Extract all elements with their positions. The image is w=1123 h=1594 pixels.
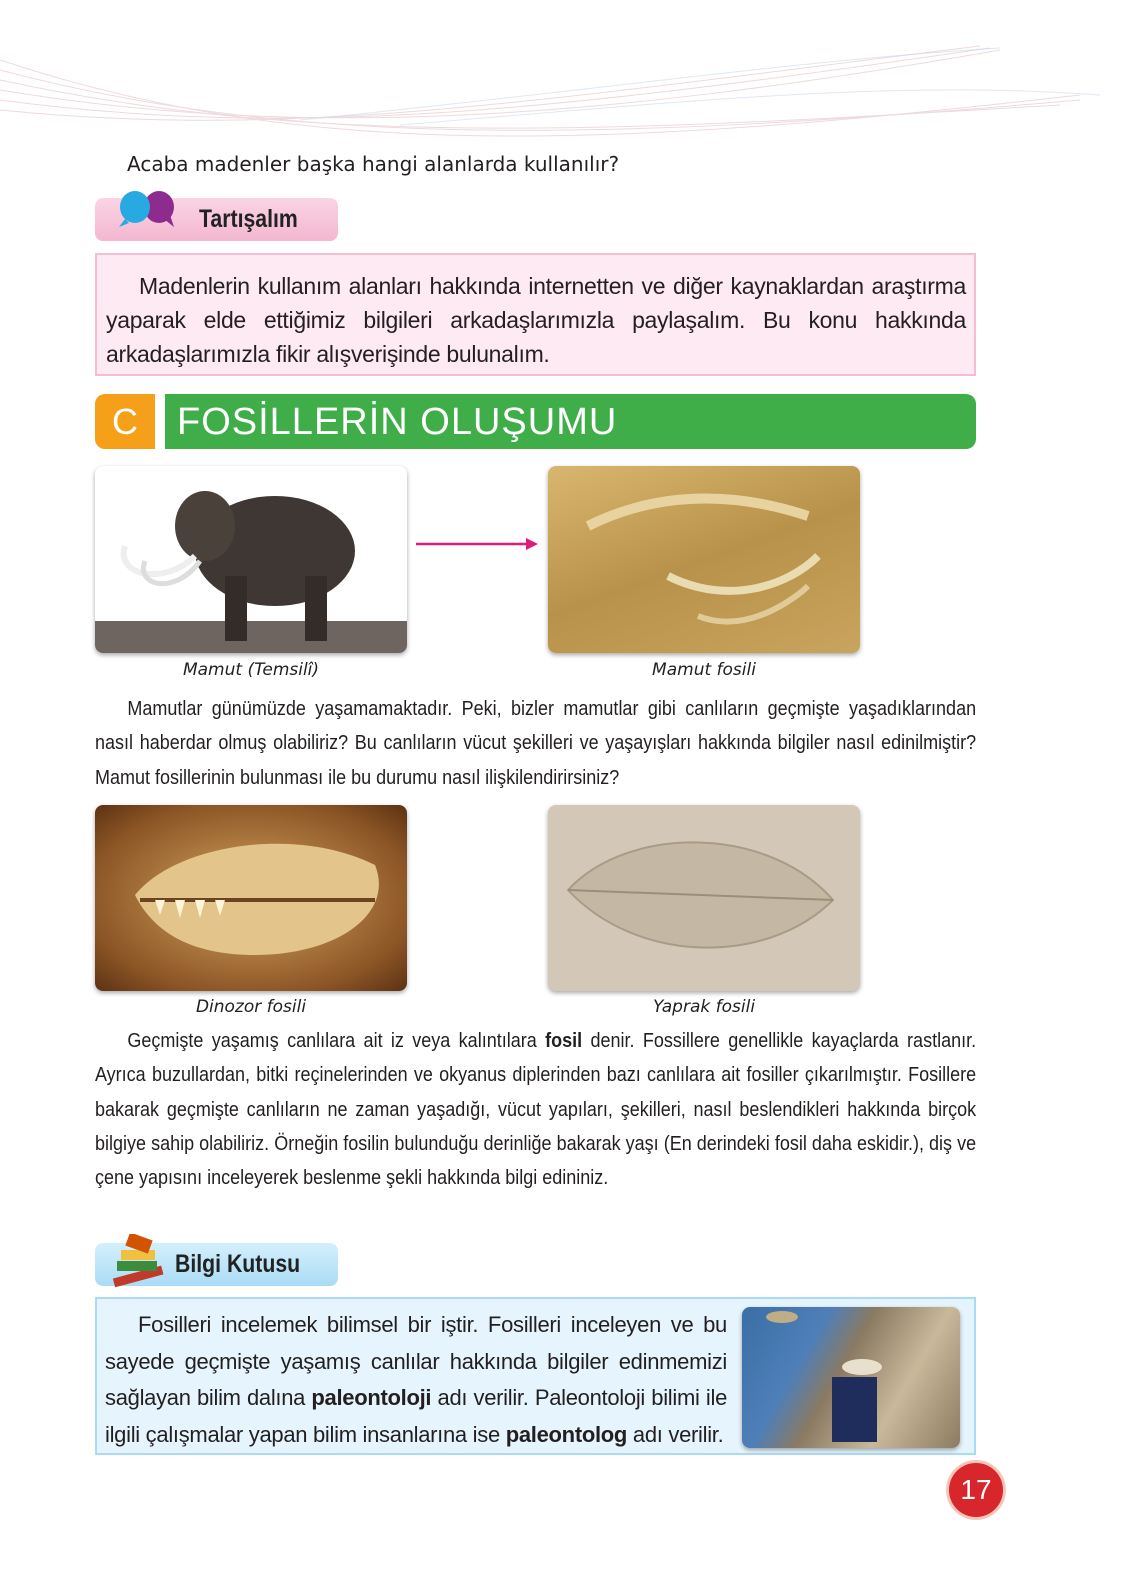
caption-leaf-fossil: Yaprak fosili bbox=[652, 997, 756, 1017]
speech-bubbles-icon bbox=[109, 191, 199, 235]
discuss-title: Tartışalım bbox=[199, 205, 298, 233]
paragraph-mammoth: Mamutlar günümüzde yaşamamaktadır. Peki, bizler mamutlar gibi canlıların geçmişte yaşadıklarından nasıl haberdar olmuş olabiliriz? Bu canlıların vücut şekilleri ve yaşayışları hakkında bilgiler nasıl edinilmiştir? Mamut fosillerinin bulunması ile bu durumu nasıl ilişkilendirirsiniz? bbox=[95, 698, 977, 789]
section-letter: C bbox=[95, 394, 155, 449]
header-wave-decoration bbox=[0, 0, 1123, 150]
page-number: 17 bbox=[949, 1463, 1003, 1517]
term-paleontolog: paleontolog bbox=[505, 1421, 628, 1447]
text: Fosilleri incelemek bilimsel bir iştir. Fosilleri inceleyen ve bu sayede geçmişte yaşamış canlılar hakkında bilgiler edinmemizi sağlayan bilim dalına bbox=[105, 1312, 727, 1410]
leaf-fossil-image bbox=[548, 805, 860, 991]
paleontologists-photo bbox=[742, 1307, 960, 1448]
section-title: FOSİLLERİN OLUŞUMU bbox=[165, 394, 976, 449]
info-text bbox=[105, 1307, 727, 1453]
text: denir. Fossillere genellikle kayaçlarda rastlanır. Ayrıca buzullardan, bitki reçinelerinden ve okyanus diplerinden bazı canlılara ait fosiller çıkarılmıştır. Fosillere bakarak geçmişte canlıların ne zaman yaşadığı, vücut yapıları, şekilleri, nasıl beslendikleri hakkında birçok bilgiye sahip olabiliriz. Örneğin fosilin bulunduğu derinliğe bakarak yaşı (En derindeki fosil daha eskidir.), diş ve çene yapısını inceleyerek beslenme şekli hakkında bilgi edininiz. bbox=[95, 1030, 977, 1190]
section-header bbox=[95, 394, 976, 449]
discuss-text: Madenlerin kullanım alanları hakkında internetten ve diğer kaynaklardan araştırma yaparak elde ettiğimiz bilgileri arkadaşlarımızla paylaşalım. Bu konu hakkında arkadaşlarımızla fikir alışverişinde bulunalım. bbox=[106, 273, 966, 367]
term-paleontoloji: paleontoloji bbox=[311, 1385, 432, 1410]
dinosaur-fossil-image bbox=[95, 805, 407, 991]
caption-mammoth-fossil: Mamut fosili bbox=[652, 660, 756, 680]
term-fosil: fosil bbox=[545, 1030, 583, 1052]
text: adı verilir. Paleontoloji bilimi ile ilgili çalışmalar yapan bilim insanlarına ise bbox=[105, 1385, 727, 1447]
discuss-tab bbox=[95, 198, 338, 241]
question-text: Acaba madenler başka hangi alanlarda kullanılır? bbox=[127, 152, 620, 176]
mammoth-image bbox=[95, 466, 407, 653]
discuss-box bbox=[95, 253, 976, 376]
info-box-tab bbox=[95, 1243, 338, 1286]
caption-dinosaur-fossil: Dinozor fosili bbox=[195, 997, 307, 1017]
books-icon bbox=[105, 1234, 175, 1288]
info-box-title: Bilgi Kutusu bbox=[175, 1250, 301, 1278]
arrow-icon bbox=[414, 536, 540, 552]
paragraph-fossil-definition bbox=[95, 1024, 976, 1195]
text: adı verilir. bbox=[627, 1421, 724, 1447]
mammoth-fossil-image bbox=[548, 466, 860, 653]
text: Geçmişte yaşamış canlılara ait iz veya kalıntılara bbox=[127, 1030, 546, 1052]
info-box bbox=[95, 1297, 976, 1455]
caption-mammoth: Mamut (Temsilî) bbox=[182, 660, 320, 680]
